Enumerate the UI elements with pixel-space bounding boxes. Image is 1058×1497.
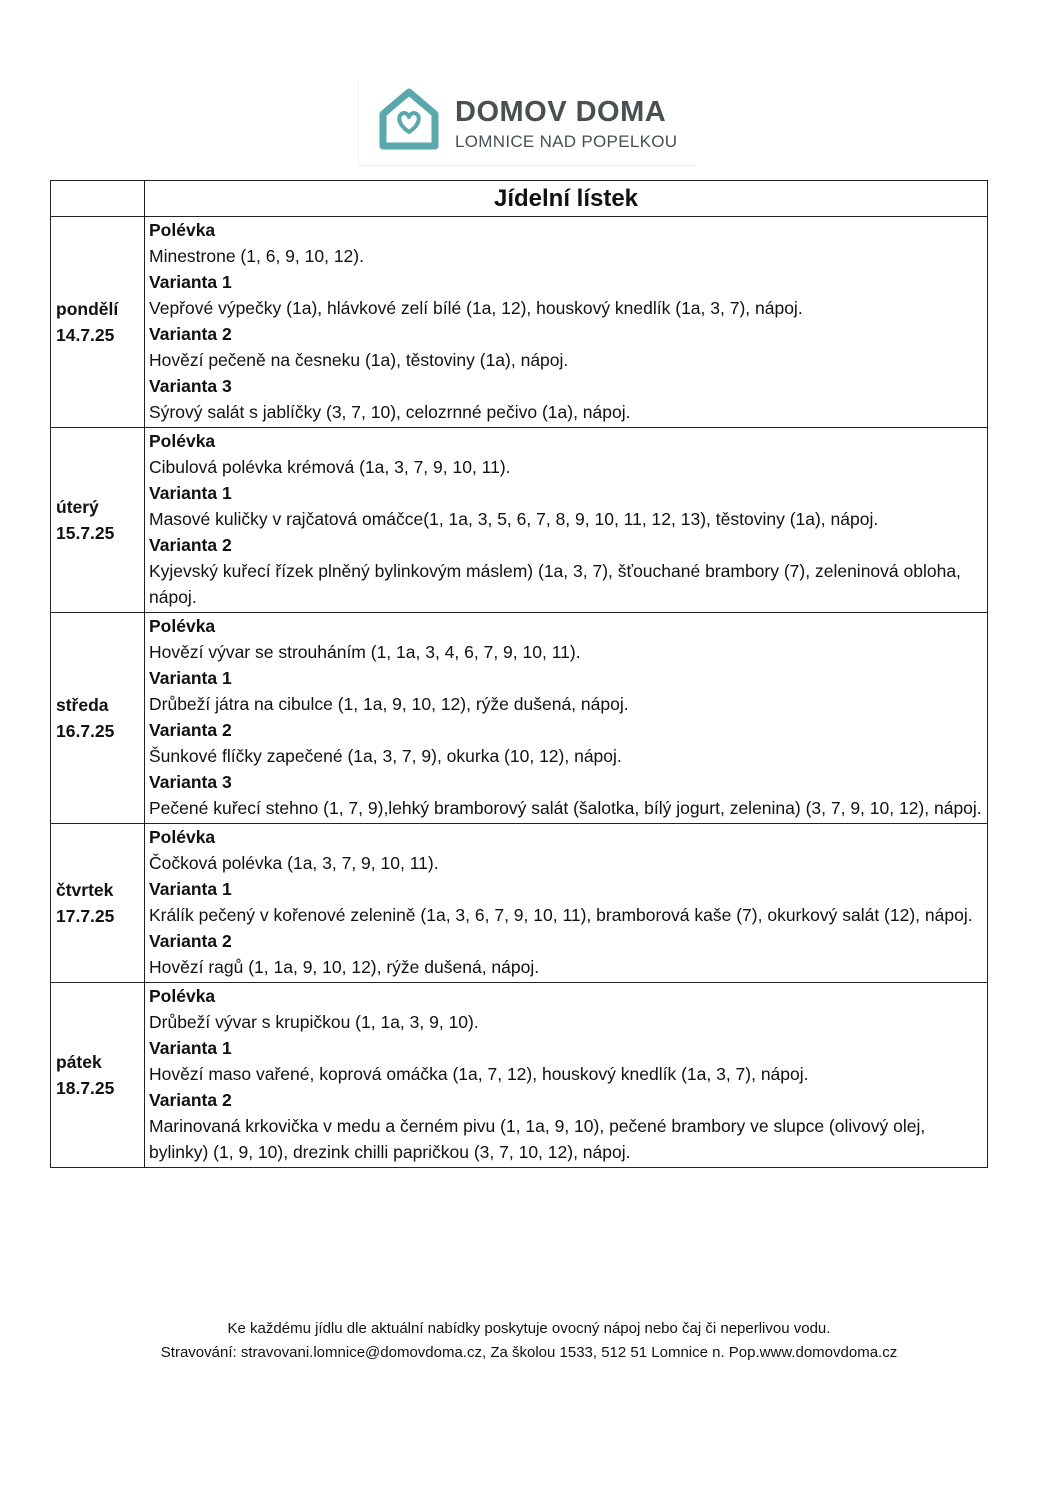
day-cell — [51, 983, 145, 1168]
logo-subtitle: LOMNICE NAD POPELKOU — [455, 132, 678, 151]
meal-text: Sýrový salát s jablíčky (3, 7, 10), celozrnné pečivo (1a), nápoj. — [149, 402, 631, 422]
meal-text: Kyjevský kuřecí řízek plněný bylinkovým máslem) (1a, 3, 7), šťouchané brambory (7), zeleninová obloha, nápoj. — [149, 561, 961, 607]
logo-title: DOMOV DOMA — [455, 96, 667, 128]
footer-contact: Stravování: stravovani.lomnice@domovdoma.cz, Za školou 1533, 512 51 Lomnice n. Pop.www.domovdoma.cz — [160, 1344, 898, 1361]
day-name: pondělí — [56, 299, 119, 319]
meal-heading: Polévka — [149, 616, 216, 636]
meal-list-cell — [145, 428, 988, 613]
meal-heading: Varianta 2 — [149, 1090, 232, 1110]
meal-item — [149, 269, 983, 321]
meal-heading: Polévka — [149, 986, 216, 1006]
meal-heading: Polévka — [149, 431, 216, 451]
day-row — [51, 824, 988, 983]
day-row — [51, 983, 988, 1168]
day-date: 15.7.25 — [56, 523, 115, 543]
meal-item — [149, 373, 983, 425]
meal-text: Marinovaná krkovička v medu a černém pivu (1, 1a, 9, 10), pečené brambory ve slupce (olivový olej, bylinky) (1, 9, 10), drezink chilli papričkou (3, 7, 10, 12), nápoj. — [149, 1116, 926, 1162]
meal-heading: Polévka — [149, 220, 216, 240]
meal-text: Vepřové výpečky (1a), hlávkové zelí bílé (1a, 12), houskový knedlík (1a, 3, 7), nápoj. — [149, 298, 803, 318]
meal-heading: Polévka — [149, 827, 216, 847]
meal-item — [149, 532, 983, 610]
meal-item — [149, 665, 983, 717]
day-name: pátek — [56, 1052, 102, 1072]
meal-heading: Varianta 3 — [149, 376, 232, 396]
day-cell — [51, 613, 145, 824]
meal-text: Hovězí vývar se strouháním (1, 1a, 3, 4, 6, 7, 9, 10, 11). — [149, 642, 581, 662]
meal-heading: Varianta 1 — [149, 879, 232, 899]
meal-heading: Varianta 1 — [149, 668, 232, 688]
day-name: úterý — [56, 497, 99, 517]
day-row — [51, 217, 988, 428]
meal-heading: Varianta 1 — [149, 272, 232, 292]
day-cell — [51, 428, 145, 613]
meal-heading: Varianta 2 — [149, 535, 232, 555]
meal-item — [149, 1035, 983, 1087]
day-cell — [51, 217, 145, 428]
meal-item — [149, 824, 983, 876]
menu-table — [50, 180, 988, 1168]
meal-text: Cibulová polévka krémová (1a, 3, 7, 9, 10, 11). — [149, 457, 511, 477]
meal-item — [149, 769, 983, 821]
menu-header-row — [51, 181, 988, 217]
meal-list-cell — [145, 824, 988, 983]
meal-item — [149, 613, 983, 665]
header-empty-cell — [51, 181, 145, 217]
meal-text: Hovězí maso vařené, koprová omáčka (1a, 7, 12), houskový knedlík (1a, 3, 7), nápoj. — [149, 1064, 809, 1084]
house-heart-icon — [377, 86, 441, 152]
meal-item — [149, 717, 983, 769]
meal-text: Masové kuličky v rajčatová omáčce(1, 1a, 3, 5, 6, 7, 8, 9, 10, 11, 12, 13), těstoviny (1a), nápoj. — [149, 509, 879, 529]
meal-text: Drůbeží vývar s krupičkou (1, 1a, 3, 9, 10). — [149, 1012, 479, 1032]
meal-text: Králík pečený v kořenové zelenině (1a, 3, 6, 7, 9, 10, 11), bramborová kaše (7), okurkový salát (12), nápoj. — [149, 905, 973, 925]
meal-heading: Varianta 1 — [149, 1038, 232, 1058]
day-date: 14.7.25 — [56, 325, 115, 345]
meal-text: Pečené kuřecí stehno (1, 7, 9),lehký bramborový salát (šalotka, bílý jogurt, zelenina) (3, 7, 9, 10, 12), nápoj. — [149, 798, 982, 818]
meal-heading: Varianta 2 — [149, 720, 232, 740]
day-date: 16.7.25 — [56, 721, 115, 741]
meal-item — [149, 876, 983, 928]
meal-text: Čočková polévka (1a, 3, 7, 9, 10, 11). — [149, 853, 439, 873]
meal-text: Šunkové flíčky zapečené (1a, 3, 7, 9), okurka (10, 12), nápoj. — [149, 746, 622, 766]
footer-note: Ke každému jídlu dle aktuální nabídky poskytuje ovocný nápoj nebo čaj či neperlivou vodu. — [227, 1320, 831, 1337]
meal-item — [149, 321, 983, 373]
meal-heading: Varianta 3 — [149, 772, 232, 792]
meal-text: Minestrone (1, 6, 9, 10, 12). — [149, 246, 364, 266]
meal-text: Hovězí ragů (1, 1a, 9, 10, 12), rýže dušená, nápoj. — [149, 957, 540, 977]
meal-list-cell — [145, 217, 988, 428]
meal-item — [149, 1087, 983, 1165]
day-date: 18.7.25 — [56, 1078, 115, 1098]
logo — [358, 80, 696, 166]
meal-item — [149, 983, 983, 1035]
day-name: středa — [56, 695, 109, 715]
meal-heading: Varianta 1 — [149, 483, 232, 503]
meal-heading: Varianta 2 — [149, 931, 232, 951]
day-cell — [51, 824, 145, 983]
day-row — [51, 428, 988, 613]
day-row — [51, 613, 988, 824]
meal-list-cell — [145, 613, 988, 824]
menu-title: Jídelní lístek — [145, 181, 988, 217]
day-rows — [51, 217, 988, 1168]
day-date: 17.7.25 — [56, 906, 115, 926]
meal-text: Drůbeží játra na cibulce (1, 1a, 9, 10, 12), rýže dušená, nápoj. — [149, 694, 629, 714]
meal-heading: Varianta 2 — [149, 324, 232, 344]
meal-list-cell — [145, 983, 988, 1168]
meal-item — [149, 480, 983, 532]
day-name: čtvrtek — [56, 880, 114, 900]
meal-item — [149, 217, 983, 269]
meal-item — [149, 928, 983, 980]
meal-text: Hovězí pečeně na česneku (1a), těstoviny (1a), nápoj. — [149, 350, 569, 370]
meal-item — [149, 428, 983, 480]
